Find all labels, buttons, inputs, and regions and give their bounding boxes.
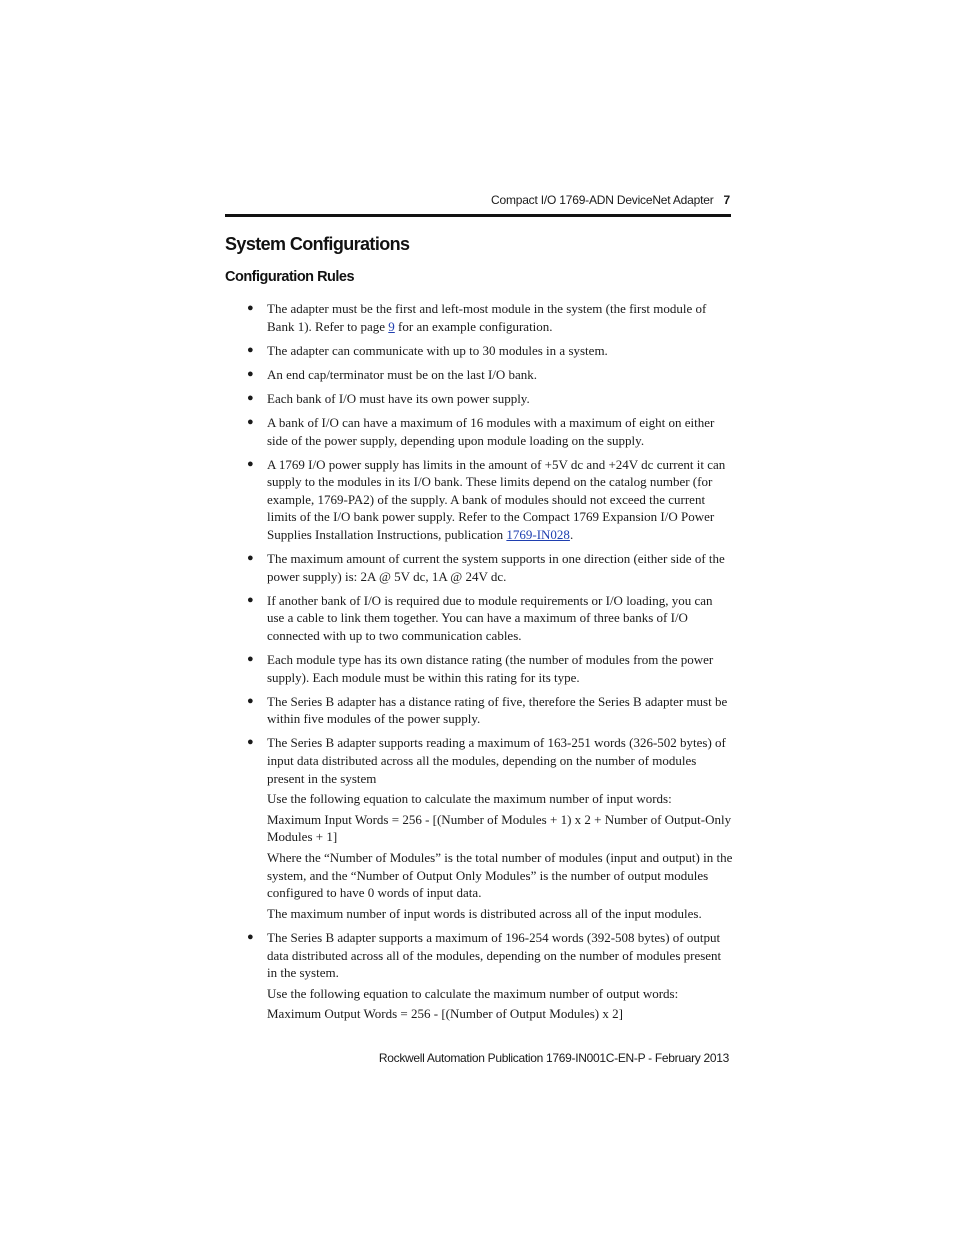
rules-list <box>247 300 733 1029</box>
rule-text: The maximum amount of current the system supports in one direction (either side of the power supply) is: 2A @ 5V dc, 1A @ 24V dc. <box>267 551 725 584</box>
list-item <box>247 651 733 686</box>
header-rule <box>225 214 731 217</box>
bullet-icon: ● <box>247 930 254 943</box>
bullet-icon: ● <box>247 367 254 380</box>
rule-text: If another bank of I/O is required due to module requirements or I/O loading, you can use a cable to link them together. You can have a maximum of three banks of I/O connected with up to two communication cables. <box>267 592 713 643</box>
rule-subtext: Where the “Number of Modules” is the total number of modules (input and output) in the system, and the “Number of Output Only Modules” is the number of output modules configured to have 0 words of input data. <box>267 850 733 901</box>
list-item <box>247 929 733 1023</box>
rule-text: An end cap/terminator must be on the last I/O bank. <box>267 366 538 382</box>
bullet-icon: ● <box>247 736 254 749</box>
list-item <box>247 734 733 922</box>
page-link[interactable]: 9 <box>388 318 395 334</box>
bullet-icon: ● <box>247 343 254 356</box>
list-item <box>247 300 733 335</box>
equation-text: Maximum Input Words = 256 - [(Number of Modules + 1) x 2 + Number of Output-Only Modules + 1] <box>267 811 732 845</box>
list-item <box>247 550 733 585</box>
list-item <box>247 414 733 449</box>
rule-subtext: Use the following equation to calculate the maximum number of output words: <box>267 985 679 1001</box>
rule-text: The adapter can communicate with up to 30 modules in a system. <box>267 342 608 358</box>
rule-text: The adapter must be the first and left-most module in the system (the first module of Bank 1). Refer to page 9 for an example configuration. <box>267 301 707 334</box>
rule-text: The Series B adapter supports a maximum of 196-254 words (392-508 bytes) of output data distributed across all of the modules, depending on the number of modules present in the system. <box>267 929 722 981</box>
list-item <box>247 342 733 360</box>
publication-link[interactable]: 1769-IN028 <box>506 527 570 543</box>
running-header <box>491 193 730 207</box>
rule-text: A bank of I/O can have a maximum of 16 modules with a maximum of eight on either side of the power supply, depending upon module loading on the supply. <box>267 414 715 448</box>
subsection-title: Configuration Rules <box>225 269 355 285</box>
list-item <box>247 592 733 645</box>
bullet-icon: ● <box>247 593 254 606</box>
rule-text: A 1769 I/O power supply has limits in the amount of +5V dc and +24V dc current it can supply to the modules in its I/O bank. These limits depend on the catalog number (for example, 1769-PA2) of the supply. A bank of modules should not exceed the current limits of the I/O bank power supply. Refer to the Compact 1769 Expansion I/O Power Supplies Installation Instructions, publication 1769-IN028. <box>267 456 726 543</box>
running-header-title: Compact I/O 1769-ADN DeviceNet Adapter <box>491 193 714 207</box>
bullet-icon: ● <box>247 415 254 428</box>
bullet-icon: ● <box>247 653 254 666</box>
bullet-icon: ● <box>247 694 254 707</box>
list-item <box>247 456 733 544</box>
rule-subtext: Use the following equation to calculate the maximum number of input words: <box>267 791 672 807</box>
rule-text: The Series B adapter has a distance rating of five, therefore the Series B adapter must be within five modules of the power supply. <box>267 693 728 727</box>
rule-text: Each bank of I/O must have its own power supply. <box>267 390 530 406</box>
page-number: 7 <box>723 193 730 207</box>
section-title: System Configurations <box>225 234 410 254</box>
bullet-icon: ● <box>247 302 254 314</box>
rule-text: Each module type has its own distance rating (the number of modules from the power supply). Each module must be within this rating for its type. <box>267 652 714 685</box>
list-item <box>247 693 733 728</box>
bullet-icon: ● <box>247 457 254 470</box>
publication-footer: Rockwell Automation Publication 1769-IN001C-EN-P - February 2013 <box>378 1051 729 1065</box>
equation-text: Maximum Output Words = 256 - [(Number of Output Modules) x 2] <box>267 1006 623 1022</box>
bullet-icon: ● <box>247 552 254 565</box>
list-item <box>247 366 733 384</box>
rule-subtext: The maximum number of input words is distributed across all of the input modules. <box>267 905 702 921</box>
rule-text: The Series B adapter supports reading a maximum of 163-251 words (326-502 bytes) of input data distributed across all the modules, depending on the number of modules present in the system <box>267 735 726 786</box>
list-item <box>247 390 733 408</box>
bullet-icon: ● <box>247 391 254 404</box>
